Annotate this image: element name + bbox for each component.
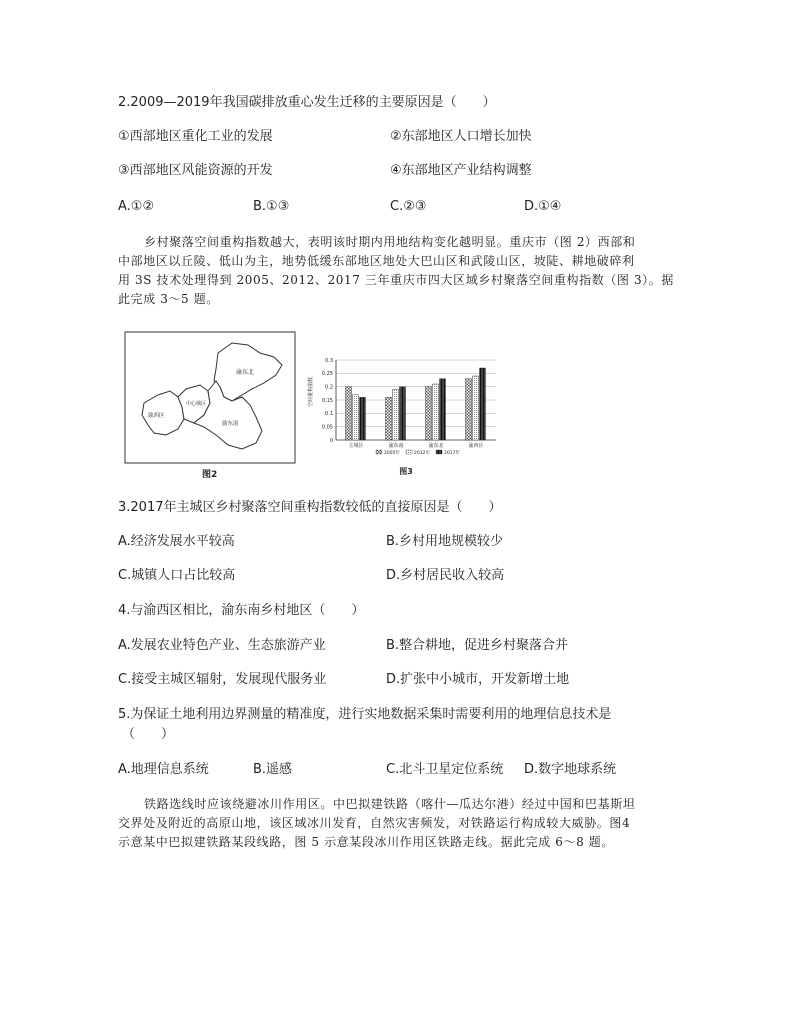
bar [346, 387, 352, 440]
q3-option-a: A.经济发展水平较高 [118, 534, 235, 549]
bar-chart-svg [306, 352, 506, 478]
map-svg [124, 331, 296, 483]
q4-option-b: B.整合耕地，促进乡村聚落合并 [386, 638, 569, 653]
y-tick-label: 0.2 [325, 384, 333, 391]
legend-label: 2017年 [444, 451, 460, 456]
q2-option-2: ②东部地区人口增长加快 [390, 129, 532, 144]
q4-option-d: D.扩张中小城市，开发新增土地 [386, 672, 570, 687]
passage-1 [118, 233, 698, 309]
q2-stem: 2.2009—2019年我国碳排放重心发生迁移的主要原因是（ ） [118, 95, 496, 110]
q3-option-c: C.城镇人口占比较高 [118, 568, 236, 583]
figure-2-map [124, 331, 296, 483]
q4-stem: 4.与渝西区相比，渝东南乡村地区（ ） [118, 603, 365, 618]
legend-swatch [436, 450, 442, 454]
q5-option-b: B.遥感 [253, 762, 293, 777]
y-tick-label: 0.05 [321, 424, 333, 431]
chart-x-labels [348, 442, 483, 449]
y-tick-label: 0.15 [321, 397, 333, 404]
passage-1-line-3: 用 3S 技术处理得到 2005、2012、2017 三年重庆市四大区域乡村聚落空间重构指数（图 3）。据 [118, 273, 674, 287]
bar [426, 387, 432, 440]
label-west: 渝西区 [148, 413, 165, 419]
bar [353, 395, 359, 440]
label-center: 中心城区 [186, 401, 207, 407]
q4-option-c: C.接受主城区辐射，发展现代服务业 [118, 672, 327, 687]
q5-stem-line-1: 5.为保证土地利用边界测量的精准度，进行实地数据采集时需要利用的地理信息技术是 [118, 707, 612, 722]
passage-1-line-1: 乡村聚落空间重构指数越大，表明该时期内用地结构变化越明显。重庆市（图 2）西部和 [144, 235, 636, 249]
q2-choice-b: B.①③ [253, 199, 290, 214]
q3-option-b: B.乡村用地规模较少 [386, 534, 504, 549]
x-tick-label: 渝东北 [428, 443, 444, 449]
y-tick-label: 0.25 [321, 371, 333, 378]
bar [473, 376, 479, 440]
figure-3-caption: 图3 [399, 467, 413, 476]
y-tick-label: 0.3 [325, 357, 333, 364]
bar [386, 397, 392, 440]
legend-label: 2012年 [414, 451, 430, 456]
bar [433, 384, 439, 440]
q2-choice-d: D.①④ [524, 199, 562, 214]
figure-2-caption: 图2 [202, 470, 218, 480]
q2-option-1: ①西部地区重化工业的发展 [118, 129, 273, 144]
legend-label: 2005年 [384, 451, 400, 456]
bar [480, 368, 486, 440]
chart-ylabel: 空间重构指数 [308, 376, 314, 408]
legend-swatch [376, 450, 382, 454]
chart-bars [346, 368, 486, 440]
label-se: 渝东南 [222, 421, 239, 427]
q5-option-a: A.地理信息系统 [118, 762, 209, 777]
q5-option-d: D.数字地球系统 [524, 762, 617, 777]
bar [440, 379, 446, 440]
q3-option-d: D.乡村居民收入较高 [386, 568, 505, 583]
y-tick-label: 0 [329, 437, 333, 444]
bar [466, 379, 472, 440]
passage-2-line-2: 交界处及附近的高原山地，该区域冰川发育，自然灾害频发，对铁路运行构成较大威胁。图4 [118, 816, 631, 830]
label-ne: 渝东北 [236, 369, 255, 376]
bar [360, 397, 366, 440]
y-tick-label: 0.1 [325, 411, 333, 418]
bar [393, 389, 399, 440]
chart-legend [376, 449, 460, 456]
x-tick-label: 渝东南 [388, 443, 404, 449]
q4-option-a: A.发展农业特色产业、生态旅游产业 [118, 638, 326, 653]
passage-1-line-4: 此完成 3～5 题。 [118, 292, 219, 306]
passage-2-line-1: 铁路选线时应该绕避冰川作用区。中巴拟建铁路（喀什—瓜达尔港）经过中国和巴基斯坦 [144, 797, 636, 811]
figure-3-chart [306, 352, 506, 478]
passage-1-line-2: 中部地区以丘陵、低山为主，地势低缓东部地区地处大巴山区和武陵山区，坡陡、耕地破碎利 [118, 254, 635, 268]
x-tick-label: 渝西区 [468, 443, 484, 449]
q5-option-c: C.北斗卫星定位系统 [386, 762, 504, 777]
q2-choice-c: C.②③ [390, 199, 427, 214]
q5-stem-line-2: （ ） [122, 727, 175, 742]
bar [400, 387, 406, 440]
q2-option-4: ④东部地区产业结构调整 [390, 163, 532, 178]
q2-option-3: ③西部地区风能资源的开发 [118, 163, 273, 178]
q3-stem: 3.2017年主城区乡村聚落空间重构指数较低的直接原因是（ ） [118, 500, 502, 515]
passage-2-line-3: 示意某中巴拟建铁路某段线路，图 5 示意某段冰川作用区铁路走线。据此完成 6～8 题。 [118, 835, 614, 849]
q2-choice-a: A.①② [118, 199, 155, 214]
legend-swatch [406, 450, 412, 454]
passage-2 [118, 795, 698, 852]
x-tick-label: 主城区 [348, 443, 364, 449]
